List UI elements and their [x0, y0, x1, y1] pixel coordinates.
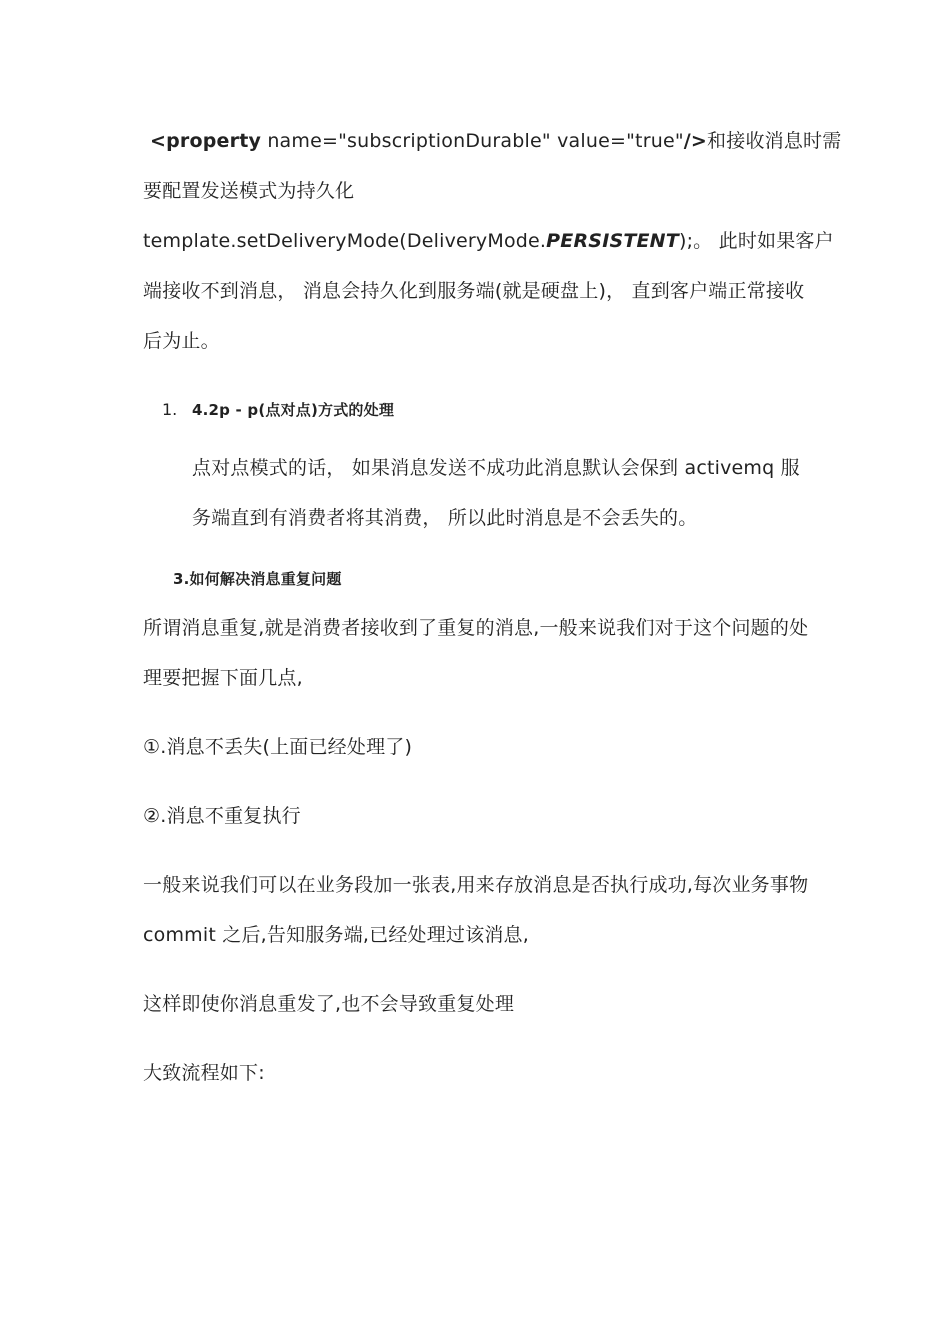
- paragraph1-line3-tail: 此时如果客户: [712, 230, 834, 252]
- paragraph1-line1-tail: 和接收消息时需: [707, 130, 842, 152]
- list-number: 1.: [162, 400, 178, 419]
- section-3-point2: ②.消息不重复执行: [143, 805, 301, 827]
- code-suffix: );。: [678, 230, 713, 252]
- section-3-detail-line2: commit 之后,告知服务端,已经处理过该消息,: [143, 924, 529, 946]
- code-constant: PERSISTENT: [546, 230, 679, 252]
- section-3-flow: 大致流程如下:: [143, 1062, 265, 1084]
- paragraph1-line4: 端接收不到消息， 消息会持久化到服务端(就是硬盘上)， 直到客户端正常接收: [143, 280, 805, 302]
- paragraph1-line1: [150, 128, 841, 154]
- section-3-point1: ①.消息不丢失(上面已经处理了): [143, 736, 413, 758]
- paragraph1-line2: 要配置发送模式为持久化: [143, 180, 355, 202]
- section-4-2-heading: 4.2p - p(点对点)方式的处理: [192, 401, 395, 419]
- property-attributes: name="subscriptionDurable" value="true": [261, 130, 684, 152]
- property-tag-open: <property: [150, 130, 262, 152]
- section-3-intro-line1: 所谓消息重复,就是消费者接收到了重复的消息,一般来说我们对于这个问题的处: [143, 617, 809, 639]
- paragraph1-line5: 后为止。: [143, 330, 220, 352]
- section-3-detail-line1: 一般来说我们可以在业务段加一张表,用来存放消息是否执行成功,每次业务事物: [143, 874, 809, 896]
- section-3-result: 这样即使你消息重发了,也不会导致重复处理: [143, 993, 515, 1015]
- section-4-2-body-line2: 务端直到有消费者将其消费， 所以此时消息是不会丢失的。: [192, 507, 698, 529]
- section-4-2-body-line1: 点对点模式的话， 如果消息发送不成功此消息默认会保到 activemq 服: [192, 457, 800, 479]
- section-3-intro-line2: 理要把握下面几点,: [143, 667, 303, 689]
- code-prefix: template.setDeliveryMode(DeliveryMode.: [143, 230, 547, 252]
- property-tag-close: />: [683, 130, 708, 152]
- section-3-heading: 3.如何解决消息重复问题: [173, 570, 342, 588]
- paragraph1-line3: [143, 228, 834, 254]
